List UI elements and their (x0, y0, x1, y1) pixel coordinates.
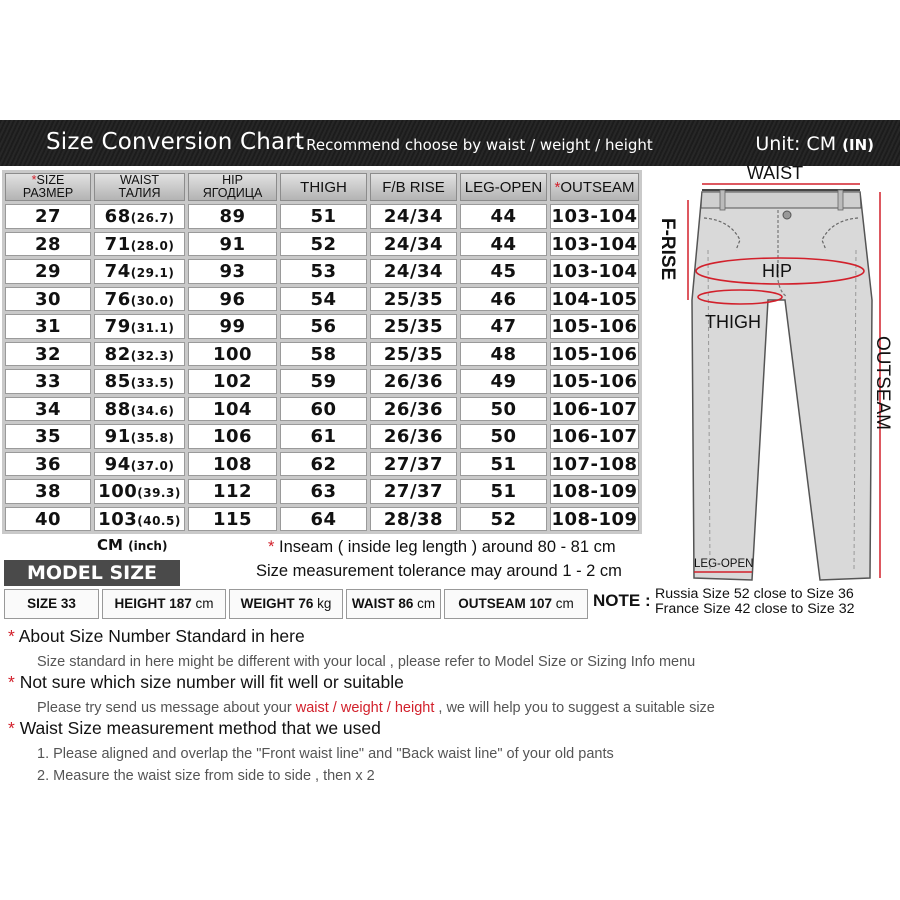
star-icon: * (8, 672, 20, 692)
waist-inch: (39.3) (137, 486, 181, 500)
table-cell-outseam: 106-107 (551, 426, 638, 447)
waist-cm: 91 (104, 426, 131, 447)
fit-heading (8, 672, 715, 693)
table-cell-waist (94, 452, 185, 477)
table-cell-outseam: 103-104 (551, 233, 638, 255)
thigh-label: THIGH (705, 312, 761, 332)
star-icon: * (8, 718, 20, 738)
legopen-label: LEG-OPEN (694, 558, 754, 570)
method-body (8, 743, 614, 787)
table-row (5, 259, 639, 284)
table-cell-leg: 51 (460, 479, 547, 504)
table-cell-rise: 27/37 (370, 479, 457, 504)
table-cell-rise: 26/36 (370, 424, 457, 449)
table-cell-hip: 100 (188, 342, 277, 367)
model-waist: WAIST 86 (351, 596, 414, 611)
table-cell-thigh: 58 (280, 342, 367, 367)
waist-inch: (33.5) (130, 376, 175, 390)
column-header (280, 173, 367, 201)
size-table (2, 170, 642, 534)
table-row (5, 479, 639, 504)
waist-cm: 71 (104, 233, 131, 255)
outseam-label: OUTSEAM (872, 336, 893, 430)
waist-cm: 74 (104, 261, 131, 282)
header-top-text: OUTSEAM (560, 178, 635, 196)
table-row (5, 232, 639, 257)
waist-inch: (28.0) (130, 238, 175, 253)
table-row (5, 314, 639, 339)
table-cell-leg: 49 (460, 369, 547, 394)
waist-cm: 85 (104, 371, 131, 392)
table-cell-hip: 104 (188, 397, 277, 422)
chart-subtitle: - Recommend choose by waist / weight / height (296, 136, 653, 154)
about-title: About Size Number Standard in here (18, 626, 305, 646)
table-cell-thigh: 63 (280, 479, 367, 504)
model-waist-unit: cm (417, 596, 436, 611)
table-cell-rise: 25/35 (370, 287, 457, 312)
waist-inch: (34.6) (130, 403, 175, 418)
table-row (5, 507, 639, 532)
table-cell-size: 33 (5, 369, 91, 394)
table-cell-leg: 47 (460, 314, 547, 339)
table-cell-size: 32 (5, 342, 91, 367)
waist-cm: 88 (104, 398, 131, 420)
table-cell-waist (94, 314, 185, 339)
waist-inch: (26.7) (130, 211, 175, 225)
fit-title: Not sure which size number will fit well or suitable (19, 672, 404, 692)
table-body (5, 204, 639, 531)
waist-cm: 82 (104, 343, 131, 365)
info-method (8, 718, 614, 787)
table-cell-outseam: 108-109 (551, 508, 638, 530)
model-height-box (102, 589, 226, 619)
table-row (5, 452, 639, 477)
table-cell-size: 34 (5, 397, 91, 422)
pants-shape (692, 192, 872, 580)
table-cell-leg: 50 (460, 424, 547, 449)
model-outseam: OUTSEAM 107 (458, 596, 552, 611)
table-cell-outseam: 106-107 (551, 398, 638, 420)
model-size-box: SIZE 33 (4, 589, 99, 619)
inseam-text: Inseam ( inside leg length ) around 80 - 81 cm (279, 538, 616, 556)
table-cell-hip: 91 (188, 232, 277, 257)
table-cell-size: 30 (5, 287, 91, 312)
table-cell-thigh: 61 (280, 424, 367, 449)
belt-loop (720, 190, 725, 210)
model-weight-unit: kg (317, 596, 332, 611)
waist-cm: 79 (104, 316, 131, 337)
note-france: France Size 42 close to Size 32 (655, 601, 855, 617)
belt-loop (838, 190, 843, 210)
table-cell-hip: 99 (188, 314, 277, 339)
about-body: Size standard in here might be different with your local , please refer to Model Size or Sizing Info menu (37, 654, 696, 670)
table-cell-leg: 44 (460, 232, 547, 257)
header-top-text: F/B RISE (382, 178, 445, 196)
table-row (5, 204, 639, 229)
table-cell-waist (94, 204, 185, 229)
waist-cm: 100 (98, 481, 138, 502)
model-weight-box (229, 589, 343, 619)
table-cell-size: 35 (5, 424, 91, 449)
table-row (5, 369, 639, 394)
model-size-label: MODEL SIZE (4, 560, 180, 586)
method-title: Waist Size measurement method that we used (19, 718, 381, 738)
header-top-text: SIZE (36, 173, 65, 187)
table-row (5, 424, 639, 449)
table-cell-leg: 48 (460, 342, 547, 367)
header-bottom-text: ЯГОДИЦА (202, 186, 263, 201)
table-cell-thigh: 52 (280, 232, 367, 257)
table-cell-thigh: 64 (280, 507, 367, 532)
table-cell-leg: 44 (460, 204, 547, 229)
pants-illustration (640, 160, 900, 590)
waist-label: WAIST (746, 163, 804, 183)
table-cell-hip: 115 (188, 507, 277, 532)
model-outseam-box (444, 589, 588, 619)
table-cell-outseam: 105-106 (551, 343, 638, 365)
table-cell-rise: 25/35 (370, 342, 457, 367)
inch-label: (inch) (128, 539, 168, 553)
fit-body (8, 697, 715, 719)
waist-inch: (30.0) (130, 293, 175, 308)
unit-alt: (IN) (842, 136, 874, 154)
table-cell-waist (94, 232, 185, 257)
table-cell-hip: 102 (188, 369, 277, 394)
table-cell-rise: 24/34 (370, 232, 457, 257)
table-cell-rise: 24/34 (370, 259, 457, 284)
info-fit (8, 672, 715, 719)
table-cell-outseam: 103-104 (551, 261, 638, 282)
chart-title: Size Conversion Chart (46, 129, 305, 155)
tolerance-note: Size measurement tolerance may around 1 - 2 cm (256, 562, 622, 580)
header-bottom-text: ТАЛИЯ (118, 186, 161, 201)
waist-inch: (32.3) (130, 348, 175, 363)
waist-cm: 103 (98, 508, 138, 530)
table-cell-waist (94, 342, 185, 367)
column-header (94, 173, 185, 201)
waist-inch: (31.1) (130, 321, 175, 335)
waist-cm: 76 (104, 288, 131, 310)
model-height-unit: cm (195, 596, 214, 611)
table-cell-waist (94, 369, 185, 394)
table-cell-outseam: 108-109 (551, 481, 638, 502)
table-cell-thigh: 51 (280, 204, 367, 229)
table-cell-rise: 27/37 (370, 452, 457, 477)
table-cell-outseam: 107-108 (551, 453, 638, 475)
table-cell-leg: 52 (460, 507, 547, 532)
method-step-2: 2. Measure the waist size from side to side , then x 2 (37, 768, 375, 784)
table-cell-outseam: 105-106 (551, 316, 638, 337)
table-cell-waist (94, 259, 185, 284)
table-header-row (5, 173, 639, 201)
table-cell-hip: 108 (188, 452, 277, 477)
waist-inch: (37.0) (130, 458, 175, 473)
table-cell-outseam: 103-104 (551, 206, 638, 227)
table-cell-hip: 106 (188, 424, 277, 449)
table-cell-waist (94, 507, 185, 532)
model-waist-box (346, 589, 441, 619)
table-cell-leg: 46 (460, 287, 547, 312)
waist-cm: 94 (104, 453, 131, 475)
table-cell-rise: 24/34 (370, 204, 457, 229)
table-cell-rise: 26/36 (370, 397, 457, 422)
about-heading (8, 626, 695, 647)
table-cell-leg: 45 (460, 259, 547, 284)
table-cell-thigh: 59 (280, 369, 367, 394)
inseam-note (268, 538, 616, 557)
model-outseam-unit: cm (555, 596, 574, 611)
table-cell-thigh: 54 (280, 287, 367, 312)
table-cell-waist (94, 424, 185, 449)
waist-inch: (35.8) (130, 431, 175, 445)
table-cell-size: 28 (5, 232, 91, 257)
rise-label: F-RISE (657, 218, 678, 281)
column-header (460, 173, 547, 201)
note-lines (655, 587, 855, 617)
table-cell-hip: 89 (188, 204, 277, 229)
star-icon: * (554, 178, 561, 196)
fit-body-post: , we will help you to suggest a suitable size (438, 700, 715, 716)
unit-label (755, 133, 874, 155)
table-cell-waist (94, 397, 185, 422)
table-cell-size: 36 (5, 452, 91, 477)
star-icon: * (8, 626, 19, 646)
table-cell-thigh: 53 (280, 259, 367, 284)
table-cell-size: 29 (5, 259, 91, 284)
table-cell-waist (94, 287, 185, 312)
fit-body-highlight: waist / weight / height (295, 700, 435, 716)
star-icon: * (31, 173, 37, 187)
table-row (5, 287, 639, 312)
unit-main: Unit: CM (755, 133, 837, 155)
table-cell-thigh: 62 (280, 452, 367, 477)
method-step-1: 1. Please aligned and overlap the "Front waist line" and "Back waist line" of your old pants (37, 746, 614, 762)
info-about (8, 626, 695, 673)
cm-label: CM (97, 536, 123, 554)
table-cell-outseam: 105-106 (551, 371, 638, 392)
table-cell-waist (94, 479, 185, 504)
table-cell-outseam: 104-105 (551, 288, 638, 310)
table-cell-hip: 93 (188, 259, 277, 284)
button-icon (783, 211, 791, 219)
header-top-text: LEG-OPEN (464, 178, 543, 196)
column-header (370, 173, 457, 201)
waist-cm: 68 (104, 206, 131, 227)
header-top-text: THIGH (300, 178, 347, 196)
hip-label: HIP (762, 261, 793, 281)
note-label: NOTE : (593, 591, 651, 610)
model-weight: WEIGHT 76 (240, 596, 314, 611)
waist-inch: (40.5) (137, 513, 181, 528)
model-height: HEIGHT 187 (114, 596, 192, 611)
cm-inch-note (97, 536, 167, 554)
header-top-text: HIP (222, 173, 243, 187)
table-cell-rise: 28/38 (370, 507, 457, 532)
table-cell-rise: 26/36 (370, 369, 457, 394)
table-cell-leg: 51 (460, 452, 547, 477)
table-cell-leg: 50 (460, 397, 547, 422)
column-header (188, 173, 277, 201)
table-row (5, 342, 639, 367)
star-icon: * (268, 538, 280, 556)
table-cell-hip: 112 (188, 479, 277, 504)
table-cell-thigh: 56 (280, 314, 367, 339)
waist-inch: (29.1) (130, 266, 175, 280)
table-cell-hip: 96 (188, 287, 277, 312)
table-cell-size: 31 (5, 314, 91, 339)
table-cell-rise: 25/35 (370, 314, 457, 339)
header-bottom-text: РАЗМЕР (22, 186, 74, 201)
header-top-text: WAIST (119, 173, 160, 187)
table-cell-thigh: 60 (280, 397, 367, 422)
pants-diagram (640, 160, 900, 590)
table-cell-size: 27 (5, 204, 91, 229)
column-header (5, 173, 91, 201)
column-header (550, 173, 639, 201)
method-heading (8, 718, 614, 739)
fit-body-pre: Please try send us message about your (37, 700, 292, 716)
table-cell-size: 40 (5, 507, 91, 532)
note-russia: Russia Size 52 close to Size 36 (655, 586, 854, 602)
table-cell-size: 38 (5, 479, 91, 504)
table-row (5, 397, 639, 422)
